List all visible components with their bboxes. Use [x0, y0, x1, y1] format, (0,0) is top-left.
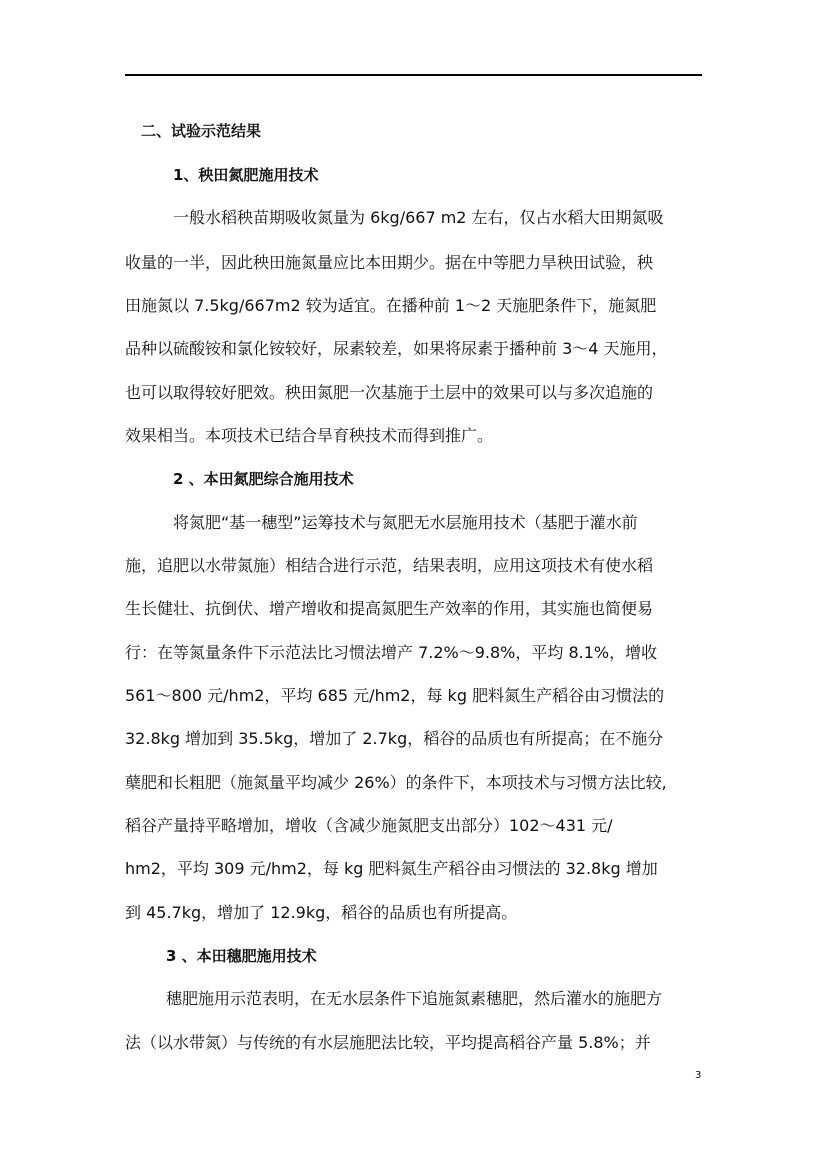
paragraph-line: 品种以硫酸铵和氯化铵较好，尿素较差，如果将尿素于播种前 3～4 天施用，: [125, 339, 668, 358]
header-rule: [125, 74, 702, 76]
subsection-heading-3: 3 、本田穗肥施用技术: [166, 947, 317, 965]
paragraph-line: 将氮肥“基一穗型”运筹技术与氮肥无水层施用技术（基肥于灌水前: [173, 513, 638, 532]
paragraph-line: 田施氮以 7.5kg/667m2 较为适宜。在播种前 1～2 天施肥条件下，施氮肥: [125, 296, 657, 315]
paragraph-line: 生长健壮、抗倒伏、增产增收和提高氮肥生产效率的作用，其实施也简便易: [125, 599, 654, 618]
paragraph-line: 效果相当。本项技术已结合旱育秧技术而得到推广。: [125, 426, 494, 445]
section-title: 二、试验示范结果: [141, 122, 262, 140]
paragraph-line: 到 45.7kg，增加了 12.9kg，稻谷的品质也有所提高。: [125, 903, 518, 922]
paragraph-line: 32.8kg 增加到 35.5kg，增加了 2.7kg，稻谷的品质也有所提高；在不施分: [125, 729, 664, 748]
paragraph-line: 收量的一半，因此秧田施氮量应比本田期少。据在中等肥力旱秧田试验，秧: [125, 253, 654, 272]
paragraph-line: 施，追肥以水带氮施）相结合进行示范，结果表明，应用这项技术有使水稻: [125, 556, 654, 575]
paragraph-line: 561～800 元/hm2，平均 685 元/hm2，每 kg 肥料氮生产稻谷由习惯法的: [125, 686, 665, 705]
subsection-heading-1: 1、秧田氮肥施用技术: [173, 166, 319, 184]
page-number: 3: [695, 1070, 702, 1081]
paragraph-line: 一般水稻秧苗期吸收氮量为 6kg/667 m2 左右，仅占水稻大田期氮吸: [173, 208, 664, 227]
paragraph-line: 法（以水带氮）与传统的有水层施肥法比较，平均提高稻谷产量 5.8%；并: [125, 1033, 651, 1052]
subsection-heading-2: 2 、本田氮肥综合施用技术: [173, 470, 354, 488]
paragraph-line: 蘖肥和长粗肥（施氮量平均减少 26%）的条件下，本项技术与习惯方法比较,: [125, 773, 667, 792]
paragraph-line: 穗肥施用示范表明，在无水层条件下追施氮素穗肥，然后灌水的施肥方: [166, 989, 663, 1008]
paragraph-line: 也可以取得较好肥效。秧田氮肥一次基施于土层中的效果可以与多次追施的: [125, 383, 654, 402]
paragraph-line: 行：在等氮量条件下示范法比习惯法增产 7.2%～9.8%，平均 8.1%，增收: [125, 643, 658, 662]
paragraph-line: 稻谷产量持平略增加，增收（含减少施氮肥支出部分）102～431 元/: [125, 816, 613, 835]
paragraph-line: hm2，平均 309 元/hm2，每 kg 肥料氮生产稻谷由习惯法的 32.8kg 增加: [125, 859, 658, 878]
